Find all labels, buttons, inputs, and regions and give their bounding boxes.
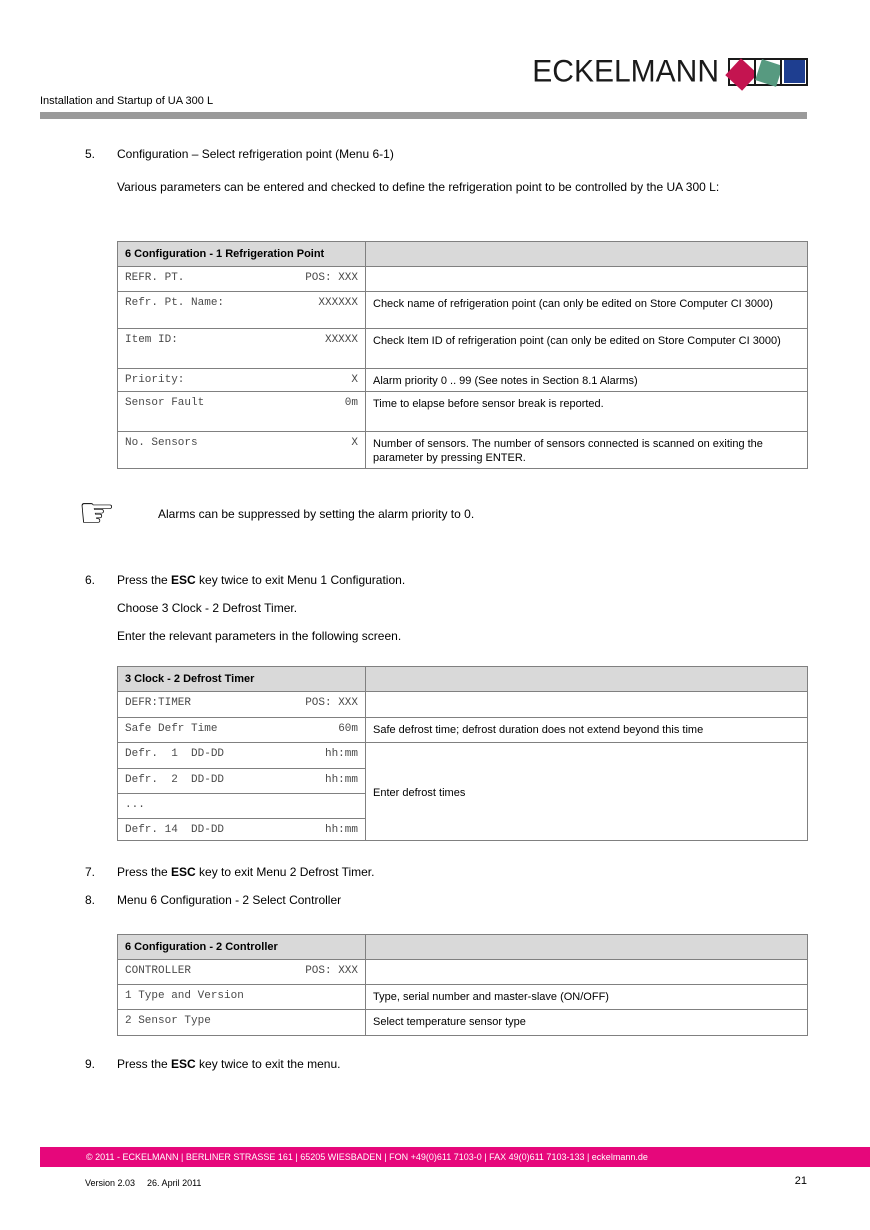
brand-wordmark: ECKELMANN [532, 54, 719, 89]
table1-title-spacer [366, 242, 808, 267]
table-config-controller [117, 934, 808, 1036]
param-value: hh:mm [324, 774, 358, 786]
esc-key-label: ESC [171, 1057, 196, 1071]
param-desc: Safe defrost time; defrost duration does not extend beyond this time [366, 718, 808, 743]
table-row [118, 985, 808, 1010]
table-row [118, 432, 808, 469]
table-row [118, 392, 808, 432]
table-row [118, 718, 808, 743]
param-desc: Alarm priority 0 .. 99 (See notes in Section 8.1 Alarms) [366, 369, 808, 392]
esc-key-label: ESC [171, 865, 196, 879]
step-5 [85, 147, 817, 161]
param-name: REFR. PT. [125, 272, 185, 284]
step-9 [85, 1057, 817, 1071]
step-8 [85, 893, 817, 907]
step-6-line1: Press the ESC key twice to exit Menu 1 Configuration. [117, 573, 406, 587]
table3-title-spacer [366, 935, 808, 960]
param-desc: Type, serial number and master-slave (ON/OFF) [366, 985, 808, 1010]
logo-green-tile [754, 58, 782, 86]
table-row [118, 329, 808, 369]
param-value: X [351, 374, 358, 386]
step-5-paragraph: Various parameters can be entered and checked to define the refrigeration point to be controlled by the UA 300 L: [117, 180, 720, 194]
logo-red-tile [728, 58, 756, 86]
footer-address-text: © 2011 - ECKELMANN | BERLINER STRASSE 161 | 65205 WIESBADEN | FON +49(0)611 7103-0 | FAX 49(0)611 7103-133 | eckelmann.de [86, 1152, 648, 1162]
table1-title: 6 Configuration - 1 Refrigeration Point [118, 242, 366, 267]
step-6-number: 6. [85, 573, 96, 587]
param-desc [366, 960, 808, 985]
table-defrost-timer [117, 666, 808, 841]
table-row [118, 292, 808, 329]
table-row [118, 743, 808, 769]
table2-title-spacer [366, 667, 808, 692]
note-text: Alarms can be suppressed by setting the alarm priority to 0. [158, 507, 475, 521]
param-value: XXXXX [324, 334, 358, 346]
param-value: XXXXXX [318, 297, 358, 309]
table-row [118, 369, 808, 392]
footer-bar [40, 1147, 870, 1167]
step-9-number: 9. [85, 1057, 96, 1071]
logo-blue-tile [780, 58, 808, 86]
step-6-line3: Enter the relevant parameters in the following screen. [117, 629, 402, 643]
pointing-hand-icon: ☞ [78, 489, 116, 536]
param-value: hh:mm [324, 824, 358, 836]
param-value: 0m [344, 397, 358, 409]
page-number: 21 [794, 1175, 807, 1187]
table-config-refrigeration-point [117, 241, 808, 469]
param-desc [366, 267, 808, 292]
param-name: Defr. 1 DD-DD [125, 748, 225, 760]
param-name: Item ID: [125, 334, 178, 346]
param-name: DEFR:TIMER [125, 697, 192, 709]
step-6-line2: Choose 3 Clock - 2 Defrost Timer. [117, 601, 298, 615]
param-name: 1 Type and Version [125, 990, 244, 1002]
param-name: CONTROLLER [125, 965, 192, 977]
param-desc [366, 692, 808, 718]
param-value: POS: XXX [305, 965, 358, 977]
param-desc: Check Item ID of refrigeration point (can only be edited on Store Computer CI 3000) [366, 329, 808, 369]
param-name: Defr. 2 DD-DD [125, 774, 225, 786]
logo-squares-icon [728, 58, 808, 86]
doc-title: Installation and Startup of UA 300 L [40, 95, 214, 107]
param-desc: Time to elapse before sensor break is reported. [366, 392, 808, 432]
param-desc: Select temperature sensor type [366, 1010, 808, 1036]
brand-logo [532, 55, 808, 89]
table-row [118, 692, 808, 718]
step-7 [85, 865, 817, 879]
param-value: 60m [338, 723, 358, 735]
table-row [118, 960, 808, 985]
step-6 [85, 566, 817, 650]
step-8-number: 8. [85, 893, 96, 907]
param-desc: Check name of refrigeration point (can only be edited on Store Computer CI 3000) [366, 292, 808, 329]
param-name: Safe Defr Time [125, 723, 218, 735]
step-7-text: Press the ESC key to exit Menu 2 Defrost Timer. [117, 865, 375, 879]
param-name: Refr. Pt. Name: [125, 297, 225, 309]
version-date: 26. April 2011 [147, 1178, 202, 1188]
table2-title: 3 Clock - 2 Defrost Timer [118, 667, 366, 692]
param-value: X [351, 437, 358, 449]
table3-title: 6 Configuration - 2 Controller [118, 935, 366, 960]
step-7-number: 7. [85, 865, 96, 879]
step-5-title: Configuration – Select refrigeration point (Menu 6-1) [117, 147, 394, 161]
version-text: Version 2.03 [85, 1178, 136, 1188]
param-name: ... [125, 799, 145, 811]
param-value: POS: XXX [305, 697, 358, 709]
table-row [118, 267, 808, 292]
param-name: Sensor Fault [125, 397, 205, 409]
table-row [118, 1010, 808, 1036]
param-value: POS: XXX [305, 272, 358, 284]
defrost-times-desc: Enter defrost times [366, 743, 808, 841]
step-9-text: Press the ESC key twice to exit the menu. [117, 1057, 341, 1071]
step-5-number: 5. [85, 147, 96, 161]
version-line [85, 1178, 201, 1188]
param-name: Priority: [125, 374, 185, 386]
param-name: 2 Sensor Type [125, 1015, 211, 1027]
param-name: No. Sensors [125, 437, 198, 449]
esc-key-label: ESC [171, 573, 196, 587]
header-rule [40, 112, 807, 119]
param-name: Defr. 14 DD-DD [125, 824, 225, 836]
param-desc: Number of sensors. The number of sensors connected is scanned on exiting the parameter by pressing ENTER. [366, 432, 808, 469]
param-value: hh:mm [324, 748, 358, 760]
step-8-text: Menu 6 Configuration - 2 Select Controller [117, 893, 342, 907]
